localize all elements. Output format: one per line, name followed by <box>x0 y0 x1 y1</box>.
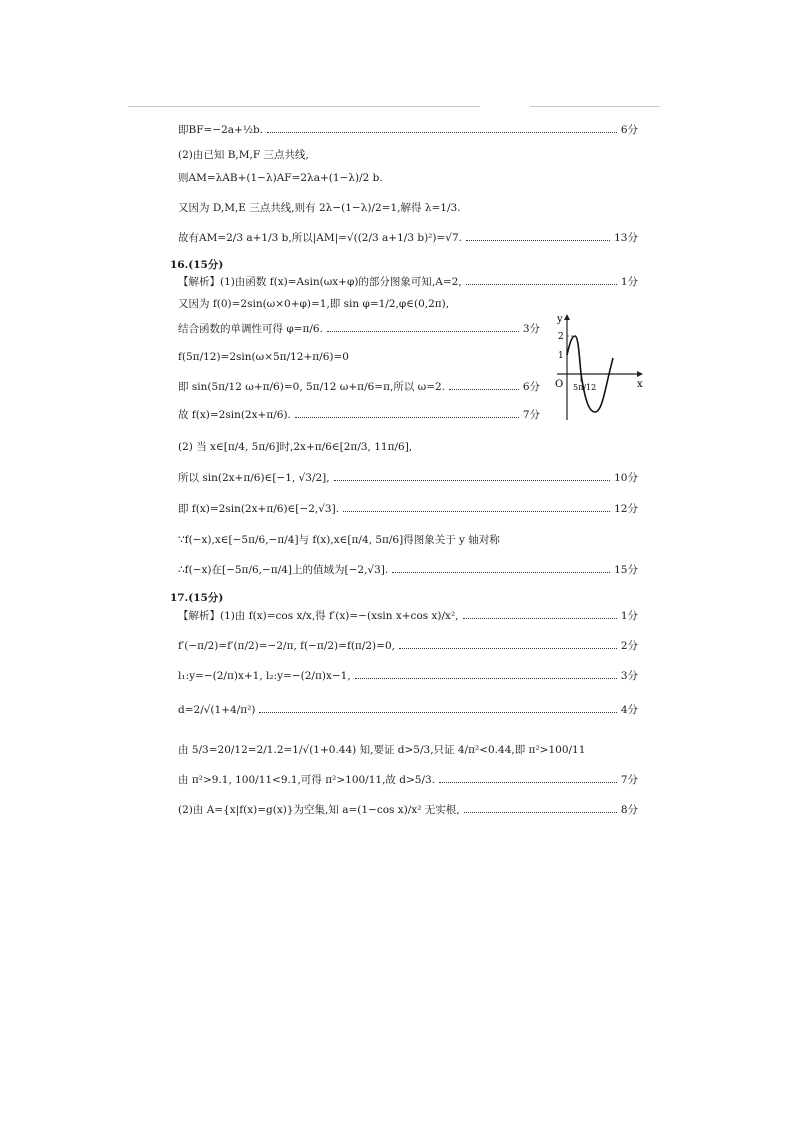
question-17-heading: 17.(15分) <box>170 592 224 604</box>
top-rule-right <box>530 106 660 107</box>
question-16-heading: 16.(15分) <box>170 259 224 271</box>
y-axis-arrow <box>564 314 570 320</box>
tick-y1-label: 1 <box>558 351 564 361</box>
solution-line: (2) 当 x∈[π/4, 5π/6]时,2x+π/6∈[2π/3, 11π/6], <box>178 441 413 453</box>
solution-line: l₁:y=−(2/π)x+1, l₂:y=−(2/π)x−1, 3分 <box>178 670 638 682</box>
solution-line: 故有AM=2/3 a+1/3 b,所以|AM|=√((2/3 a+1/3 b)²)=√7. 13分 <box>178 232 638 244</box>
tick-x-label: 5π/12 <box>573 383 597 392</box>
sine-graph <box>545 312 645 422</box>
solution-line: d=2/√(1+4/π²) 4分 <box>178 704 638 716</box>
solution-line: (2)由 A={x|f(x)=g(x)}为空集,知 a=(1−cos x)/x² 无实根, 8分 <box>178 804 638 816</box>
solution-line: f(5π/12)=2sin(ω×5π/12+π/6)=0 <box>178 351 349 363</box>
solution-line: 所以 sin(2x+π/6)∈[−1, √3/2], 10分 <box>178 472 638 484</box>
solution-line: ∴f(−x)在[−5π/6,−π/4]上的值域为[−2,√3]. 15分 <box>178 564 638 576</box>
solution-line: 由 5/3=20/12=2/1.2=1/√(1+0.44) 知,要证 d>5/3,只证 4/π²<0.44,即 π²>100/11 <box>178 744 586 756</box>
x-axis-arrow <box>637 371 643 377</box>
solution-line: 又因为 f(0)=2sin(ω×0+φ)=1,即 sin φ=1/2,φ∈(0,2π), <box>178 298 450 310</box>
solution-line: 又因为 D,M,E 三点共线,则有 2λ−(1−λ)/2=1,解得 λ=1/3. <box>178 202 461 214</box>
solution-line: ∵f(−x),x∈[−5π/6,−π/4]与 f(x),x∈[π/4, 5π/6]得图象关于 y 轴对称 <box>178 534 500 546</box>
solution-line: 即 sin(5π/12 ω+π/6)=0, 5π/12 ω+π/6=π,所以 ω=2. 6分 <box>178 381 540 393</box>
solution-line: 【解析】(1)由 f(x)=cos x/x,得 f′(x)=−(xsin x+cos x)/x², 1分 <box>178 610 638 622</box>
x-label: x <box>637 379 643 390</box>
solution-line: 即 f(x)=2sin(2x+π/6)∈[−2,√3]. 12分 <box>178 503 638 515</box>
solution-line: 由 π²>9.1, 100/11<9.1,可得 π²>100/11,故 d>5/3. 7分 <box>178 774 638 786</box>
solution-line: 结合函数的单调性可得 φ=π/6. 3分 <box>178 323 540 335</box>
solution-line: f′(−π/2)=f′(π/2)=−2/π, f(−π/2)=f(π/2)=0, 2分 <box>178 640 638 652</box>
solution-line: 【解析】(1)由函数 f(x)=Asin(ωx+φ)的部分图象可知,A=2, 1分 <box>178 276 638 288</box>
top-rule-left <box>128 106 480 107</box>
y-label: y <box>557 314 563 325</box>
solution-line: (2)由已知 B,M,F 三点共线, <box>178 149 309 161</box>
tick-y2-label: 2 <box>558 332 564 342</box>
origin-label: O <box>555 379 564 390</box>
solution-line: 则AM=λAB+(1−λ)AF=2λa+(1−λ)/2 b. <box>178 172 383 184</box>
solution-line: 故 f(x)=2sin(2x+π/6). 7分 <box>178 409 540 421</box>
solution-line: 即BF=−2a+½b. 6分 <box>178 124 638 136</box>
